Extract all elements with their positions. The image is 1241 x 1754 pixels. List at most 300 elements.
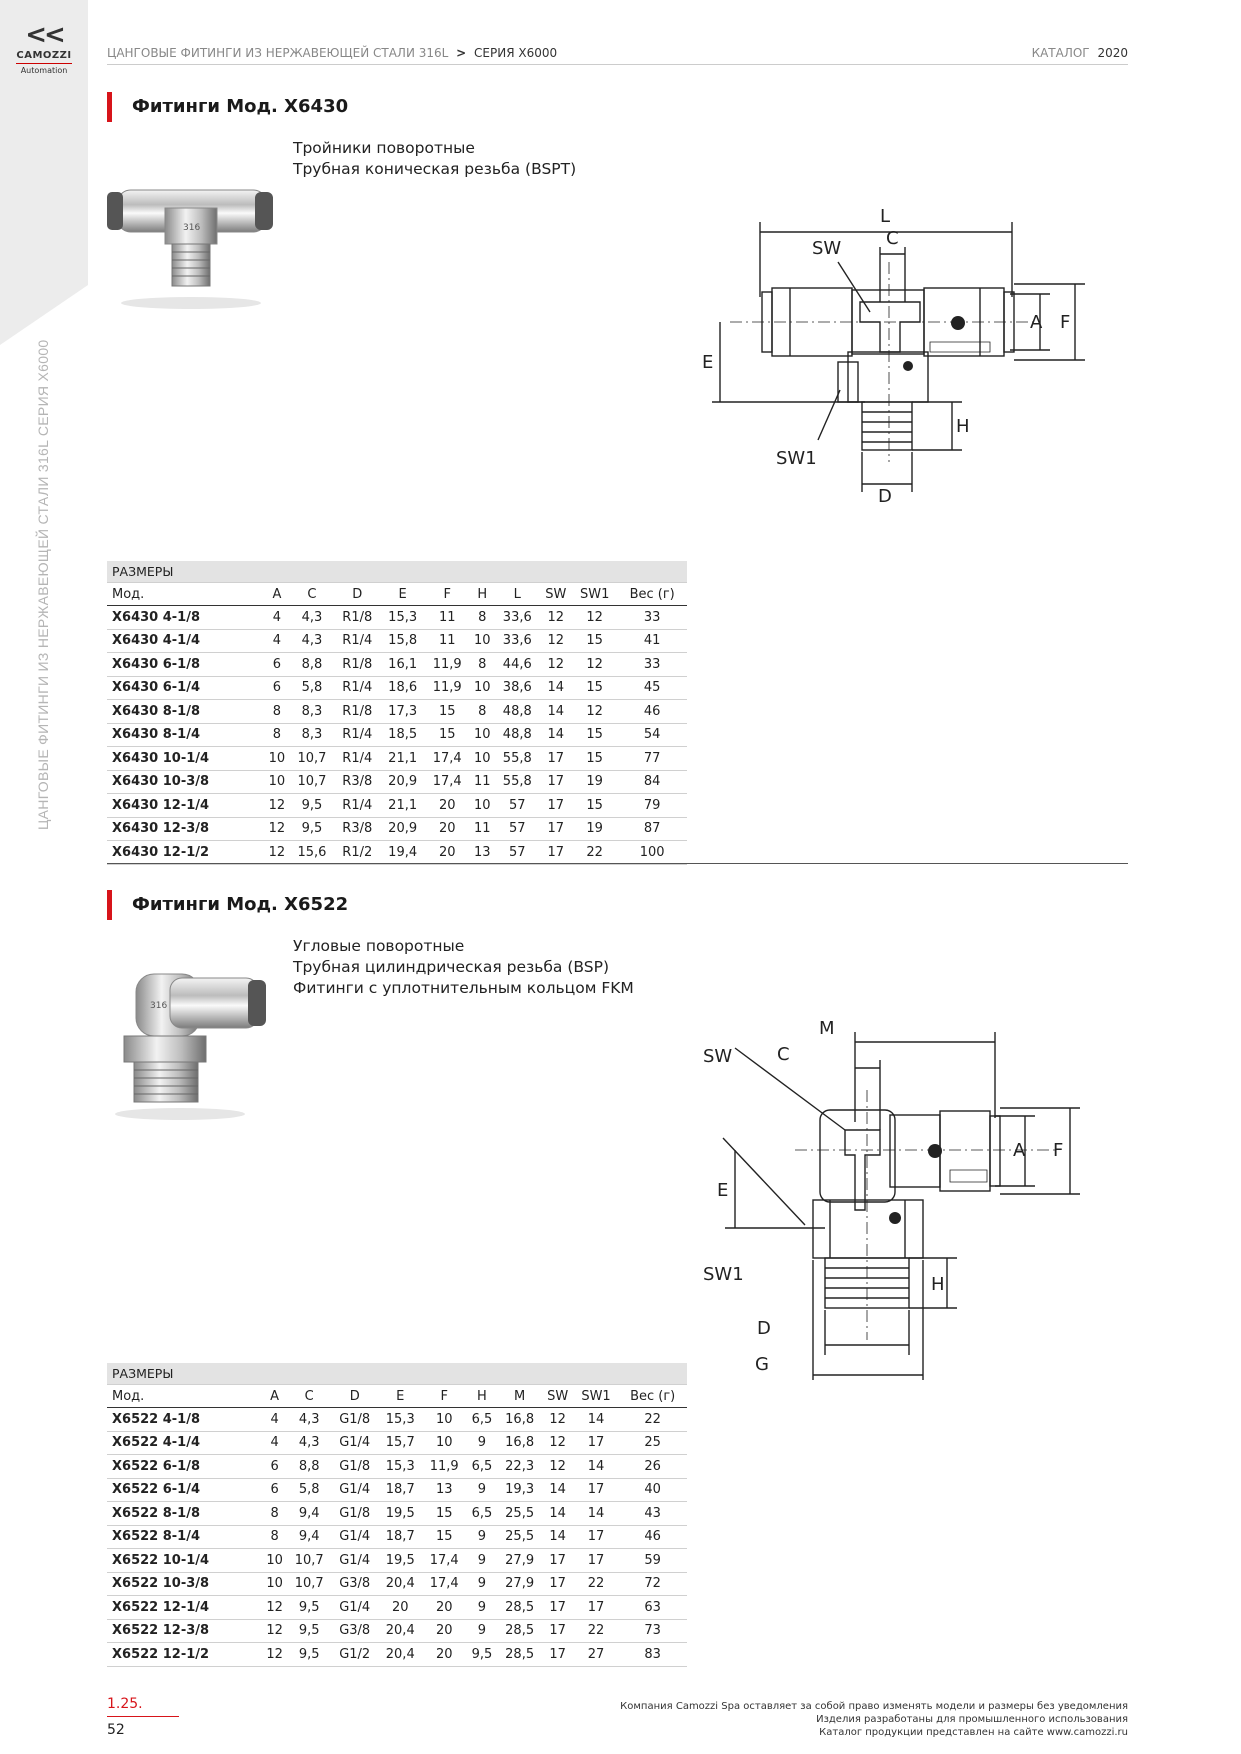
table-cell: 27 (574, 1643, 619, 1667)
table-cell: 8,3 (290, 723, 335, 747)
table-cell: 83 (618, 1643, 687, 1667)
table-cell: 19,5 (378, 1549, 422, 1573)
table-cell: 54 (617, 723, 687, 747)
table-cell: 15,3 (378, 1408, 422, 1432)
drawing-label-c: C (777, 1044, 790, 1065)
brand-tagline: Automation (20, 66, 68, 75)
table-cell: 6,5 (466, 1455, 497, 1479)
table-cell: 17 (574, 1525, 619, 1549)
table-cell: 17 (540, 747, 573, 771)
breadcrumb-separator: > (456, 46, 467, 60)
table-cell: 25,5 (498, 1525, 542, 1549)
table-cell: 44,6 (495, 653, 540, 677)
table-cell: 12 (264, 817, 289, 841)
description-line: Трубная коническая резьба (BSPT) (293, 160, 577, 178)
technical-drawing-x6430 (690, 202, 1110, 522)
drawing-label-e: E (717, 1180, 729, 1201)
table-cell: 79 (617, 794, 687, 818)
section-divider (107, 863, 1128, 864)
table-cell: 14 (542, 1502, 574, 1526)
model-code-cell: X6430 6-1/4 (107, 676, 264, 700)
table-cell: 48,8 (495, 700, 540, 724)
table-cell: 55,8 (495, 770, 540, 794)
table-cell: 10 (264, 770, 289, 794)
table-cell: 15,6 (290, 841, 335, 865)
footer-page-number: 52 (107, 1722, 125, 1738)
table-cell: 15 (422, 1525, 466, 1549)
table-row (107, 1643, 687, 1667)
table-cell: 41 (617, 629, 687, 653)
table-row (107, 676, 687, 700)
product-photo-x6430 (105, 178, 285, 313)
table-cell: 8,3 (290, 700, 335, 724)
table-cell: 15 (572, 723, 617, 747)
table-cell: 5,8 (290, 676, 335, 700)
column-header: E (378, 1385, 422, 1408)
model-code-cell: X6522 12-3/8 (107, 1619, 262, 1643)
table-cell: G3/8 (331, 1572, 378, 1596)
table-cell: 17 (542, 1619, 574, 1643)
table-cell: 100 (617, 841, 687, 865)
table-row (107, 1572, 687, 1596)
table-cell: 55,8 (495, 747, 540, 771)
table-cell: 19,4 (380, 841, 425, 865)
drawing-label-c: C (886, 228, 899, 249)
table-cell: 8 (470, 700, 495, 724)
model-code-cell: X6522 4-1/4 (107, 1431, 262, 1455)
table-cell: 10 (470, 794, 495, 818)
table-cell: 16,1 (380, 653, 425, 677)
drawing-label-sw1: SW1 (776, 448, 817, 469)
table-cell: G3/8 (331, 1619, 378, 1643)
table-cell: 20 (378, 1596, 422, 1620)
table-cell: 17 (574, 1478, 619, 1502)
drawing-label-a: A (1013, 1140, 1026, 1161)
model-code-cell: X6522 4-1/8 (107, 1408, 262, 1432)
model-code-cell: X6522 8-1/4 (107, 1525, 262, 1549)
table-cell: 10 (264, 747, 289, 771)
table-cell: 21,1 (380, 794, 425, 818)
table-cell: 17,4 (422, 1549, 466, 1573)
table-cell: 10 (422, 1431, 466, 1455)
table-row (107, 1596, 687, 1620)
model-code-cell: X6430 4-1/8 (107, 606, 264, 630)
table-cell: 15 (572, 794, 617, 818)
model-code-cell: X6522 8-1/8 (107, 1502, 262, 1526)
footer-note-line: Компания Camozzi Spa оставляет за собой право изменять модели и размеры без уведомления (620, 1701, 1128, 1712)
table-cell: 11 (470, 770, 495, 794)
table-row (107, 606, 687, 630)
table-cell: 17 (542, 1643, 574, 1667)
table-cell: G1/8 (331, 1455, 378, 1479)
table-cell: G1/4 (331, 1525, 378, 1549)
table-row (107, 1455, 687, 1479)
table-cell: R1/2 (334, 841, 380, 865)
table-row (107, 794, 687, 818)
table-cell: 9 (466, 1478, 497, 1502)
table-cell: G1/4 (331, 1596, 378, 1620)
table-cell: 17 (574, 1431, 619, 1455)
section-title-x6522: Фитинги Мод. X6522 (107, 890, 348, 920)
drawing-label-h: H (956, 416, 970, 437)
table-cell: 17 (542, 1596, 574, 1620)
table-cell: 4 (262, 1431, 287, 1455)
table-cell: 9 (466, 1549, 497, 1573)
model-code-cell: X6430 10-1/4 (107, 747, 264, 771)
table-cell: 9 (466, 1619, 497, 1643)
table-cell: 28,5 (498, 1619, 542, 1643)
table-cell: 8,8 (290, 653, 335, 677)
table-cell: 13 (422, 1478, 466, 1502)
table-cell: 63 (618, 1596, 687, 1620)
table-row (107, 653, 687, 677)
table-cell: 6,5 (466, 1408, 497, 1432)
table-cell: R1/8 (334, 653, 380, 677)
table-cell: 20,9 (380, 770, 425, 794)
table-cell: 8,8 (287, 1455, 331, 1479)
column-header: Вес (г) (618, 1385, 687, 1408)
table-cell: 9 (466, 1596, 497, 1620)
table-cell: 11 (425, 629, 470, 653)
table-cell: 12 (264, 794, 289, 818)
column-header: L (495, 583, 540, 606)
table-cell: 15 (572, 747, 617, 771)
table-cell: 9 (466, 1431, 497, 1455)
table-caption: РАЗМЕРЫ (107, 561, 687, 583)
table-cell: 9,5 (287, 1596, 331, 1620)
table-cell: 20 (422, 1596, 466, 1620)
table-cell: 18,6 (380, 676, 425, 700)
table-cell: R1/8 (334, 700, 380, 724)
column-header: SW1 (572, 583, 617, 606)
column-header: C (290, 583, 335, 606)
table-cell: 17 (540, 770, 573, 794)
table-cell: 11 (425, 606, 470, 630)
table-row (107, 1431, 687, 1455)
table-cell: G1/2 (331, 1643, 378, 1667)
table-cell: 8 (470, 653, 495, 677)
drawing-label-a: A (1030, 312, 1043, 333)
table-cell: 20 (422, 1619, 466, 1643)
section-description-x6430 (293, 138, 576, 180)
table-cell: 17 (540, 841, 573, 865)
table-cell: 27,9 (498, 1549, 542, 1573)
column-header: A (264, 583, 289, 606)
table-cell: 10,7 (290, 747, 335, 771)
table-row (107, 1619, 687, 1643)
description-line: Фитинги с уплотнительным кольцом FKM (293, 979, 634, 997)
table-cell: 28,5 (498, 1643, 542, 1667)
description-line: Трубная цилиндрическая резьба (BSP) (293, 958, 609, 976)
table-row (107, 629, 687, 653)
table-cell: 5,8 (287, 1478, 331, 1502)
table-cell: 16,8 (498, 1431, 542, 1455)
table-cell: 10 (262, 1572, 287, 1596)
svg-text:316: 316 (150, 1001, 168, 1011)
model-code-cell: X6430 10-3/8 (107, 770, 264, 794)
footer-disclaimer (620, 1700, 1128, 1739)
table-cell: 11,9 (425, 653, 470, 677)
column-header: M (498, 1385, 542, 1408)
catalog-label: КАТАЛОГ (1031, 46, 1090, 60)
table-cell: 87 (617, 817, 687, 841)
table-cell: 9,5 (287, 1643, 331, 1667)
table-cell: 4 (264, 606, 289, 630)
drawing-label-l: L (880, 206, 891, 227)
table-cell: 22,3 (498, 1455, 542, 1479)
footer-note-line: Каталог продукции представлен на сайте www.camozzi.ru (819, 1727, 1128, 1738)
model-code-cell: X6522 10-3/8 (107, 1572, 262, 1596)
table-cell: 11,9 (422, 1455, 466, 1479)
drawing-label-sw1: SW1 (703, 1264, 744, 1285)
table-row (107, 723, 687, 747)
model-code-cell: X6430 12-1/4 (107, 794, 264, 818)
drawing-label-e: E (702, 352, 714, 373)
table-cell: 12 (540, 606, 573, 630)
table-cell: 20,4 (378, 1643, 422, 1667)
description-line: Тройники поворотные (293, 139, 475, 157)
model-code-cell: X6430 8-1/4 (107, 723, 264, 747)
table-cell: 14 (574, 1502, 619, 1526)
table-cell: 73 (618, 1619, 687, 1643)
technical-drawing-x6522 (695, 1010, 1105, 1380)
table-cell: 15 (425, 723, 470, 747)
table-cell: 9,4 (287, 1502, 331, 1526)
drawing-label-sw: SW (812, 238, 842, 259)
table-cell: 10,7 (287, 1572, 331, 1596)
table-cell: 22 (572, 841, 617, 865)
description-line: Угловые поворотные (293, 937, 465, 955)
header-breadcrumb (107, 46, 1128, 60)
table-cell: 17,3 (380, 700, 425, 724)
table-cell: 12 (540, 653, 573, 677)
table-cell: 26 (618, 1455, 687, 1479)
table-row (107, 1525, 687, 1549)
table-cell: R1/4 (334, 676, 380, 700)
table-cell: 12 (262, 1619, 287, 1643)
table-cell: 40 (618, 1478, 687, 1502)
table-cell: 20 (425, 817, 470, 841)
table-cell: 15,8 (380, 629, 425, 653)
table-row (107, 1478, 687, 1502)
table-cell: 17,4 (425, 747, 470, 771)
table-cell: 10 (422, 1408, 466, 1432)
dimensions-table-x6430 (107, 561, 687, 865)
table-row (107, 1408, 687, 1432)
table-cell: 10 (470, 723, 495, 747)
table-cell: 12 (572, 653, 617, 677)
table-cell: G1/4 (331, 1431, 378, 1455)
table-cell: 10 (262, 1549, 287, 1573)
table-cell: 9,5 (466, 1643, 497, 1667)
breadcrumb-current: СЕРИЯ X6000 (474, 46, 558, 60)
table-cell: 6 (262, 1455, 287, 1479)
table-cell: 12 (542, 1408, 574, 1432)
table-cell: 8 (470, 606, 495, 630)
drawing-label-h: H (931, 1274, 945, 1295)
product-photo-x6522 (110, 968, 280, 1123)
table-cell: R1/4 (334, 747, 380, 771)
column-header: H (470, 583, 495, 606)
model-code-cell: X6522 12-1/4 (107, 1596, 262, 1620)
table-cell: 28,5 (498, 1596, 542, 1620)
drawing-label-g: G (755, 1354, 769, 1375)
table-cell: 17 (542, 1549, 574, 1573)
header-divider (107, 64, 1128, 65)
table-cell: 14 (540, 700, 573, 724)
table-cell: 12 (572, 606, 617, 630)
table-cell: 14 (574, 1408, 619, 1432)
table-cell: 13 (470, 841, 495, 865)
drawing-label-m: M (819, 1018, 835, 1039)
table-cell: 59 (618, 1549, 687, 1573)
model-code-cell: X6430 12-1/2 (107, 841, 264, 865)
logo-divider (16, 63, 72, 64)
table-cell: 22 (574, 1619, 619, 1643)
model-code-cell: X6430 12-3/8 (107, 817, 264, 841)
table-cell: 57 (495, 817, 540, 841)
table-header-row (107, 583, 687, 606)
table-cell: 9 (466, 1525, 497, 1549)
column-header: D (331, 1385, 378, 1408)
table-cell: 48,8 (495, 723, 540, 747)
sidebar (0, 0, 88, 1754)
table-cell: 6 (262, 1478, 287, 1502)
table-cell: 20,4 (378, 1572, 422, 1596)
table-cell: 4,3 (290, 606, 335, 630)
table-cell: 12 (264, 841, 289, 865)
table-cell: 14 (540, 723, 573, 747)
footer-divider (107, 1716, 179, 1717)
table-cell: 9,5 (287, 1619, 331, 1643)
drawing-label-sw: SW (703, 1046, 733, 1067)
table-cell: 11 (470, 817, 495, 841)
table-cell: G1/4 (331, 1549, 378, 1573)
table-row (107, 770, 687, 794)
table-cell: 10,7 (287, 1549, 331, 1573)
table-cell: 15,7 (378, 1431, 422, 1455)
table-cell: G1/8 (331, 1502, 378, 1526)
table-cell: 18,7 (378, 1525, 422, 1549)
table-cell: 12 (540, 629, 573, 653)
table-cell: 9,4 (287, 1525, 331, 1549)
table-row (107, 1502, 687, 1526)
table-cell: 17 (540, 817, 573, 841)
table-cell: 72 (618, 1572, 687, 1596)
column-header: F (425, 583, 470, 606)
table-cell: 17,4 (422, 1572, 466, 1596)
section-description-x6522 (293, 936, 634, 999)
table-cell: 8 (264, 700, 289, 724)
model-code-cell: X6430 4-1/4 (107, 629, 264, 653)
column-header: A (262, 1385, 287, 1408)
table-cell: 6 (264, 676, 289, 700)
table-cell: 4 (264, 629, 289, 653)
table-cell: 12 (572, 700, 617, 724)
table-cell: 57 (495, 794, 540, 818)
table-cell: 4,3 (290, 629, 335, 653)
table-cell: 33,6 (495, 606, 540, 630)
table-cell: 18,7 (378, 1478, 422, 1502)
model-code-cell: X6430 6-1/8 (107, 653, 264, 677)
section-title-x6430: Фитинги Мод. X6430 (107, 92, 348, 122)
table-cell: 77 (617, 747, 687, 771)
table-cell: 20 (425, 794, 470, 818)
dimensions-table-x6522 (107, 1363, 687, 1667)
svg-text:316: 316 (183, 223, 201, 233)
column-header: F (422, 1385, 466, 1408)
table-cell: 20 (422, 1643, 466, 1667)
table-cell: 6 (264, 653, 289, 677)
brand-name: CAMOZZI (16, 50, 72, 61)
table-cell: 45 (617, 676, 687, 700)
camozzi-logo-icon: << (25, 20, 63, 50)
table-cell: 84 (617, 770, 687, 794)
table-cell: 14 (574, 1455, 619, 1479)
column-header: Вес (г) (617, 583, 687, 606)
breadcrumb-section: ЦАНГОВЫЕ ФИТИНГИ ИЗ НЕРЖАВЕЮЩЕЙ СТАЛИ 316L (107, 46, 449, 60)
table-cell: R1/4 (334, 794, 380, 818)
table-cell: 22 (618, 1408, 687, 1432)
table-cell: 8 (264, 723, 289, 747)
table-cell: R3/8 (334, 817, 380, 841)
column-header: SW (542, 1385, 574, 1408)
table-cell: 17 (542, 1572, 574, 1596)
table-row (107, 1549, 687, 1573)
table-cell: 38,6 (495, 676, 540, 700)
table-cell: 33 (617, 606, 687, 630)
table-cell: 4,3 (287, 1431, 331, 1455)
table-cell: 14 (542, 1525, 574, 1549)
footer-section-number: 1.25. (107, 1696, 143, 1712)
table-caption: РАЗМЕРЫ (107, 1363, 687, 1385)
table-cell: 8 (262, 1502, 287, 1526)
table-cell: 6,5 (466, 1502, 497, 1526)
table-cell: R3/8 (334, 770, 380, 794)
table-row (107, 817, 687, 841)
table-cell: 17 (574, 1596, 619, 1620)
table-cell: 20,9 (380, 817, 425, 841)
table-cell: 20 (425, 841, 470, 865)
table-cell: 12 (262, 1596, 287, 1620)
table-cell: R1/4 (334, 723, 380, 747)
table-cell: 15 (572, 629, 617, 653)
table-cell: 19 (572, 817, 617, 841)
table-row (107, 747, 687, 771)
table-cell: 15 (425, 700, 470, 724)
table-cell: R1/8 (334, 606, 380, 630)
table-cell: 14 (542, 1478, 574, 1502)
table-cell: 10 (470, 747, 495, 771)
catalog-label-group (1032, 46, 1128, 60)
model-code-cell: X6522 6-1/4 (107, 1478, 262, 1502)
table-row (107, 841, 687, 865)
table-cell: 11,9 (425, 676, 470, 700)
column-header: Мод. (107, 1385, 262, 1408)
table-cell: 19,3 (498, 1478, 542, 1502)
drawing-label-d: D (757, 1318, 771, 1339)
model-code-cell: X6430 8-1/8 (107, 700, 264, 724)
column-header: SW (540, 583, 573, 606)
table-row (107, 700, 687, 724)
table-cell: 12 (542, 1455, 574, 1479)
table-cell: 46 (618, 1525, 687, 1549)
table-cell: 4 (262, 1408, 287, 1432)
column-header: C (287, 1385, 331, 1408)
table-cell: 10 (470, 676, 495, 700)
table-cell: 21,1 (380, 747, 425, 771)
model-code-cell: X6522 6-1/8 (107, 1455, 262, 1479)
